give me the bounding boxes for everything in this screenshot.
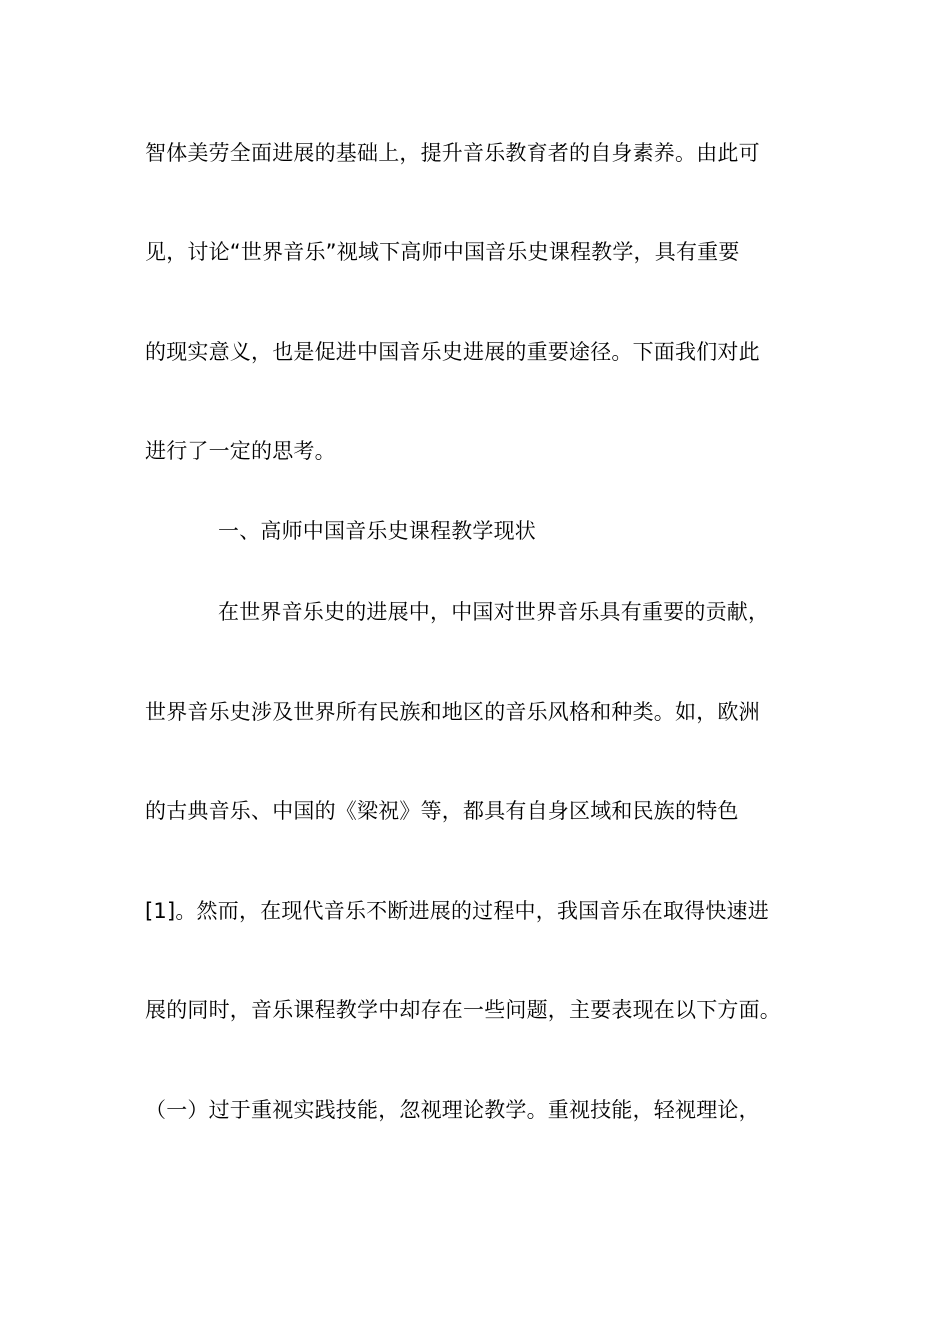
text-line: 进行了一定的思考。 bbox=[145, 439, 336, 463]
text-line: 见，讨论“世界音乐”视域下高师中国音乐史课程教学，具有重要 bbox=[145, 240, 740, 264]
text-line: [1]。然而，在现代音乐不断进展的过程中，我国音乐在取得快速进 bbox=[145, 899, 769, 923]
text-line: 的古典音乐、中国的《梁祝》等，都具有自身区域和民族的特色 bbox=[145, 799, 739, 823]
section-heading: 一、高师中国音乐史课程教学现状 bbox=[218, 519, 536, 543]
text-line: 的现实意义，也是促进中国音乐史进展的重要途径。下面我们对此 bbox=[145, 340, 760, 364]
paragraph-first-line: 在世界音乐史的进展中，中国对世界音乐具有重要的贡献， bbox=[218, 600, 770, 624]
subsection-line: （一）过于重视实践技能，忽视理论教学。重视技能，轻视理论， bbox=[145, 1098, 760, 1122]
text-line: 展的同时，音乐课程教学中却存在一些问题，主要表现在以下方面。 bbox=[145, 998, 781, 1022]
text-line: 智体美劳全面进展的基础上，提升音乐教育者的自身素养。由此可 bbox=[145, 141, 760, 165]
text-line: 世界音乐史涉及世界所有民族和地区的音乐风格和种类。如，欧洲 bbox=[145, 700, 760, 724]
